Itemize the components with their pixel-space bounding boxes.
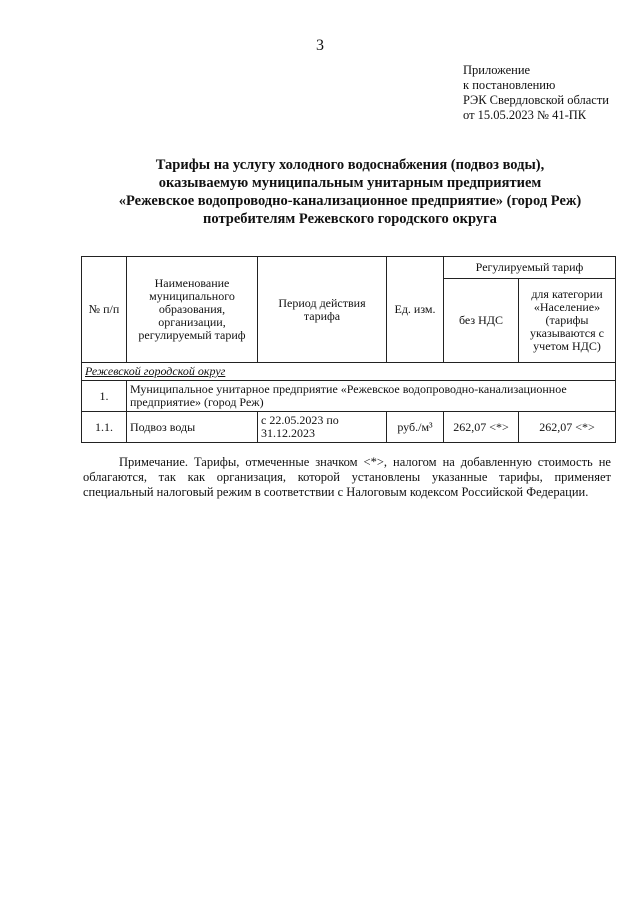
header-name: Наименование муниципального образования, организации, регулируемый тариф (127, 257, 258, 363)
cell-organization: Муниципальное унитарное предприятие «Режевское водопроводно-канализационное предприятие» (город Реж) (127, 381, 616, 412)
header-unit: Ед. изм. (387, 257, 444, 363)
header-period: Период действия тарифа (258, 257, 387, 363)
table-row (82, 412, 616, 443)
region-name: Режевской городской округ (82, 363, 616, 381)
appendix-line: Приложение (463, 63, 531, 77)
appendix-line: к постановлению (463, 78, 556, 92)
cell-population: 262,07 <*> (519, 412, 616, 443)
footnote: Примечание. Тарифы, отмеченные значком <*>, налогом на добавленную стоимость не облагаются, так как организация, которой установлены указанные тарифы, применяет специальный налоговый режим в соответствии с Налоговым кодексом Российской Федерации. (83, 455, 611, 499)
title-line: потребителям Режевского городского округа (203, 211, 497, 227)
header-regulated-tariff: Регулируемый тариф (444, 257, 616, 279)
cell-unit: руб./м³ (387, 412, 444, 443)
table-row (82, 381, 616, 412)
appendix-block (463, 63, 609, 123)
header-row (82, 257, 616, 279)
header-num: № п/п (82, 257, 127, 363)
cell-no-vat: 262,07 <*> (444, 412, 519, 443)
region-row (82, 363, 616, 381)
document-title (60, 156, 640, 228)
header-no-vat: без НДС (444, 279, 519, 363)
cell-period: с 22.05.2023 по 31.12.2023 (258, 412, 387, 443)
cell-num: 1.1. (82, 412, 127, 443)
tariff-table (81, 256, 616, 443)
cell-service: Подвоз воды (127, 412, 258, 443)
page-number: 3 (316, 37, 324, 54)
title-line: Тарифы на услугу холодного водоснабжения (подвоз воды), (155, 157, 545, 173)
header-population: для категории «Население» (тарифы указываются с учетом НДС) (519, 279, 616, 363)
cell-num: 1. (82, 381, 127, 412)
title-line: оказываемую муниципальным унитарным предприятием (158, 175, 542, 191)
title-line: «Режевское водопроводно-канализационное предприятие» (город Реж) (118, 193, 582, 209)
appendix-line: РЭК Свердловской области (463, 93, 609, 107)
appendix-line: от 15.05.2023 № 41-ПК (463, 108, 587, 122)
